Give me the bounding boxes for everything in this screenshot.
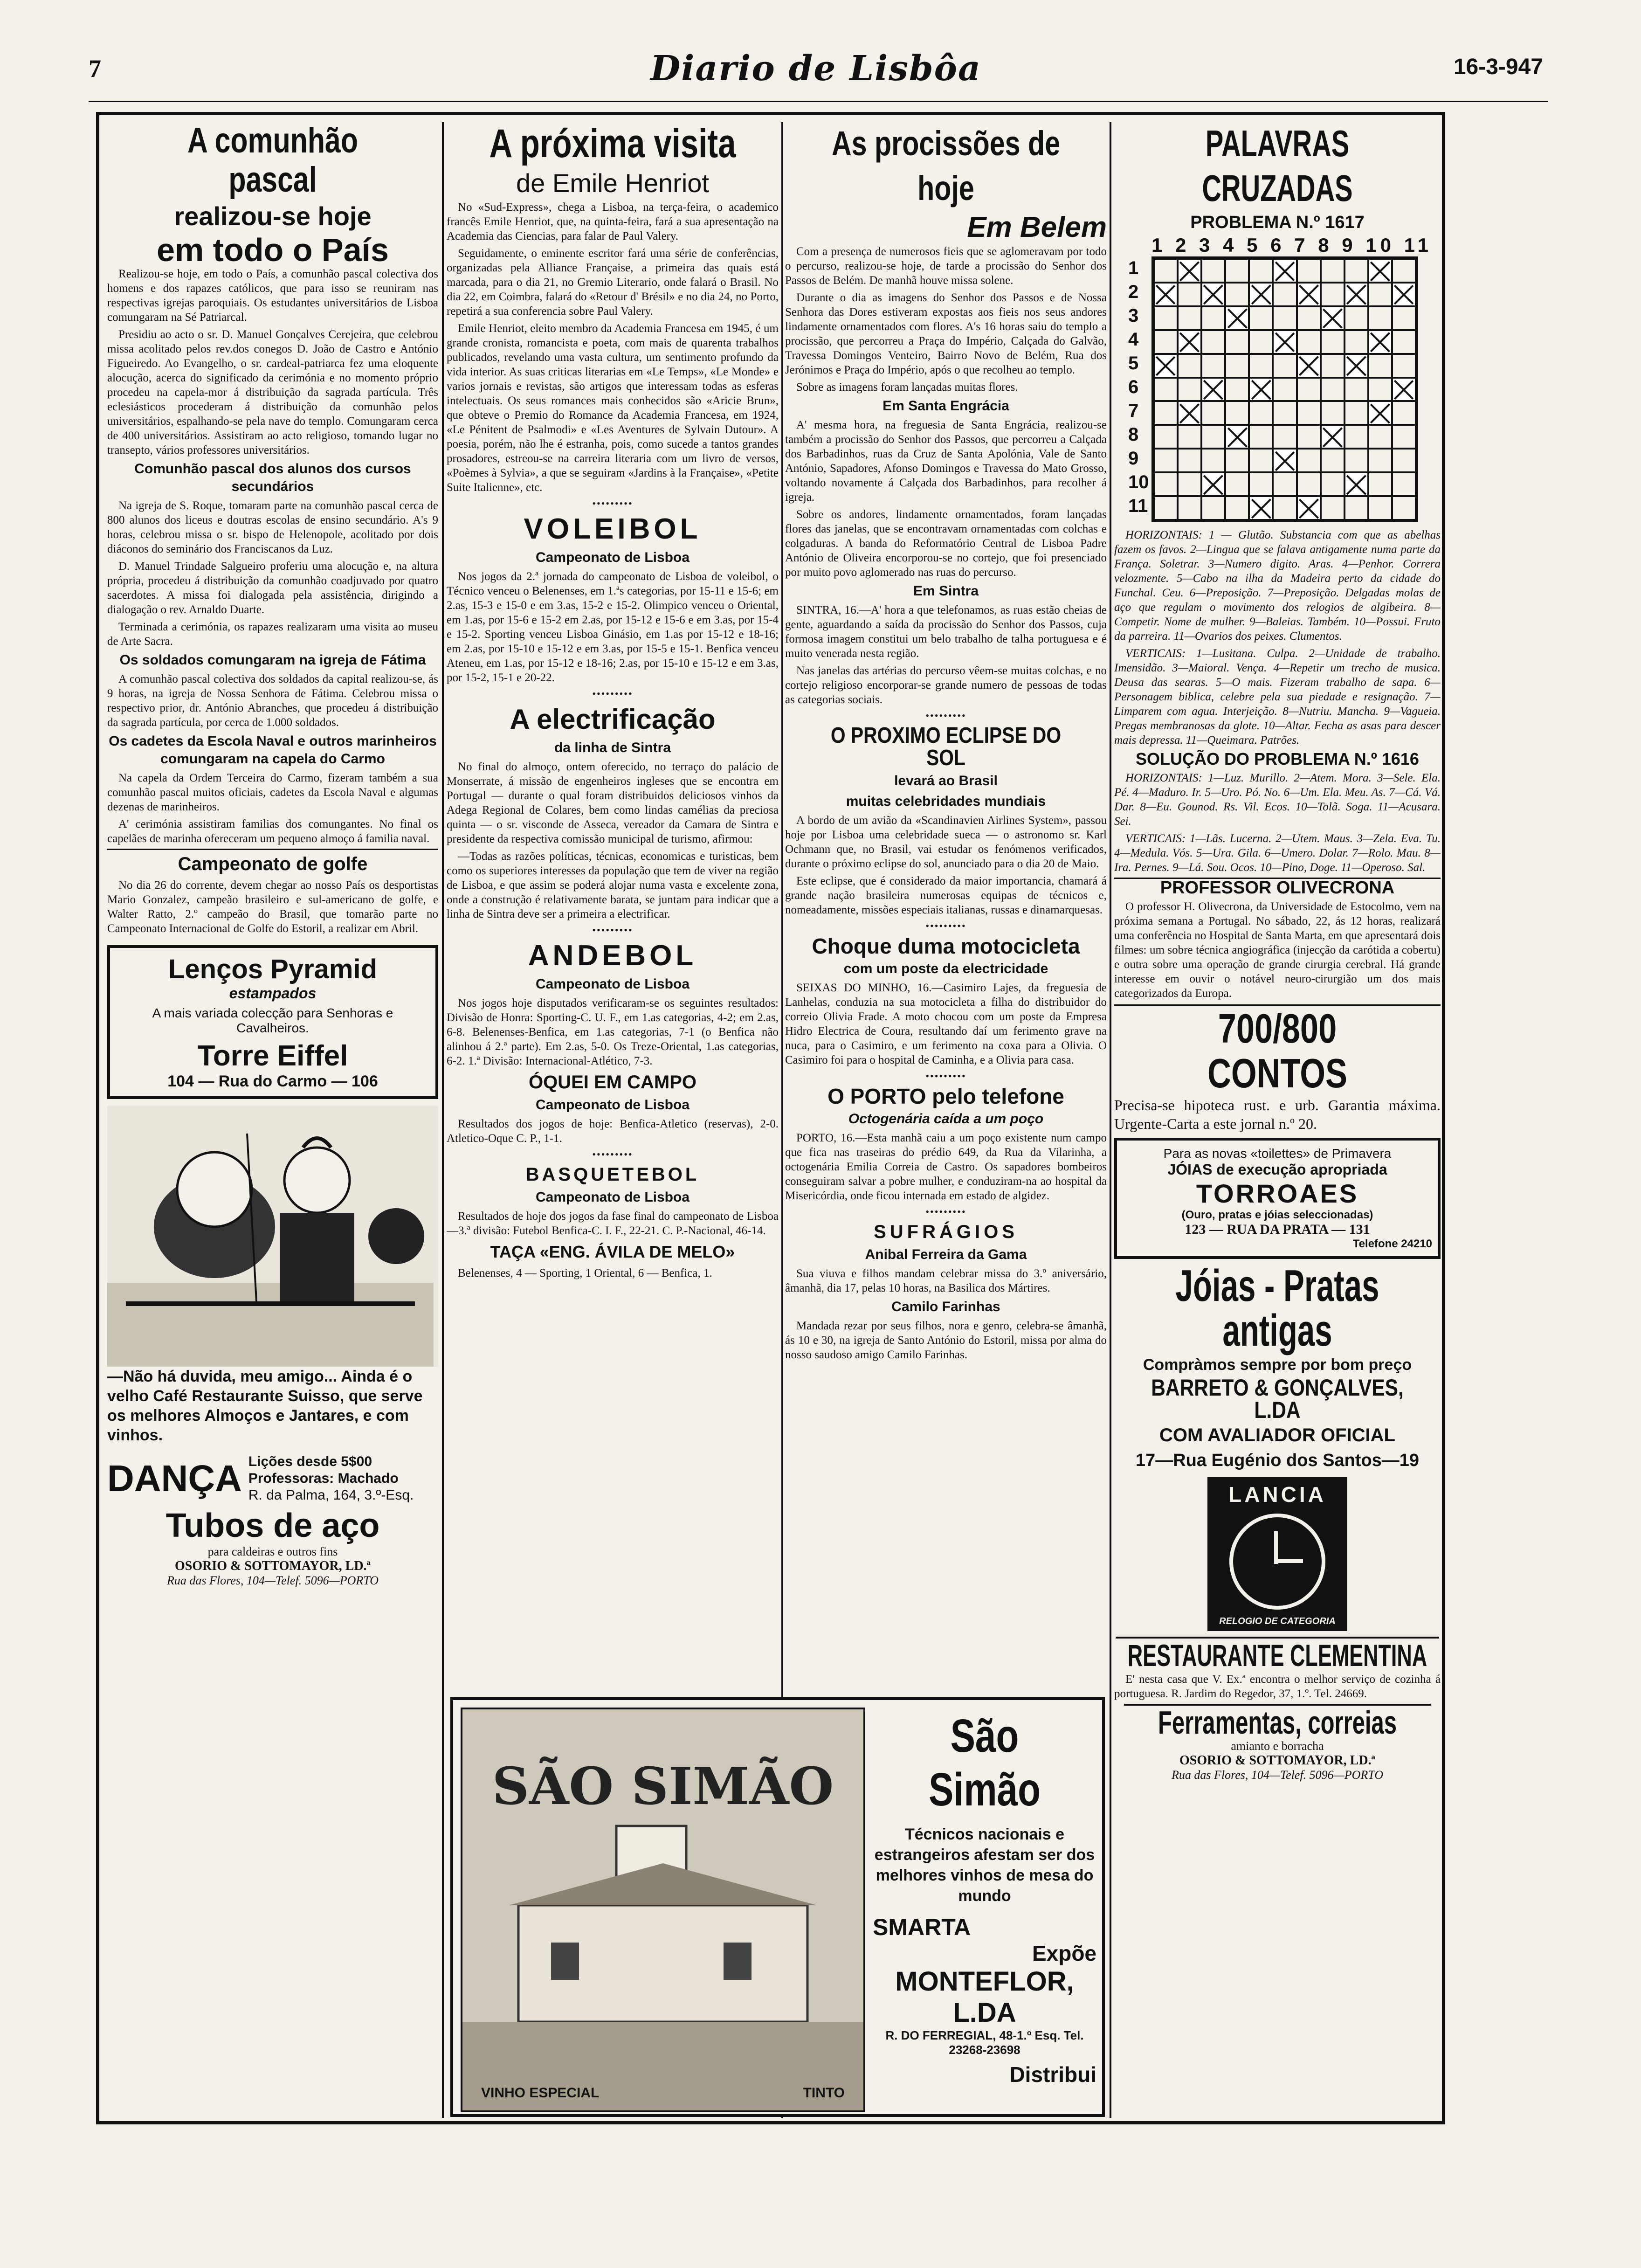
crossword-cell (1368, 283, 1392, 306)
ad-subtitle: estampados (229, 985, 317, 1002)
crossword-grid (1151, 256, 1418, 522)
crossword-cell (1154, 306, 1178, 330)
article-paragraph: Sua viuva e filhos mandam celebrar missa do 3.º aniversário, âmanhã, dia 17, pelas 10 horas, na Basilica dos Mártires. (785, 1267, 1107, 1294)
ad-address: 17—Rua Eugénio dos Santos—19 (1135, 1451, 1420, 1470)
subheading: Octogenária caída a um poço (848, 1111, 1044, 1127)
article-paragraph: No «Sud-Express», chega a Lisboa, na terça-feira, o academico francês Emile Henriot, que, na quinta-feira, fará a sua apresentação na Academia das Ciencias, para falar de Paul Valery. (447, 201, 779, 242)
crossword-cell (1225, 306, 1249, 330)
ad-text: A mais variada colecção para Senhoras e Cavalheiros. (152, 1006, 393, 1035)
subheading: da linha de Sintra (554, 740, 671, 755)
crossword-cell (1178, 449, 1201, 472)
subheading: Campeonato de Lisboa (535, 976, 690, 992)
ad-body: Precisa-se hipoteca rust. e urb. Garantia máxima. Urgente-Carta a este jornal n.º 20. (1114, 1097, 1441, 1132)
crossword-cell (1368, 401, 1392, 425)
section-heading: PROFESSOR OLIVECRONA (1114, 878, 1441, 897)
article-paragraph: Nos jogos hoje disputados verificaram-se os seguintes resultados: Divisão de Honra: Sporting-C. U. F., em 1.as categorias, 4-2; em 2.as, 6-8. Belenenses-Benfica, em 1.as categorias, 7-1 (o Benfica não alinhou á 2.ª parte). Em 2.as, 5-0. Os Treze-Oriental, 1.as categorias, 6-2. 1.ª Divisão: Internacional-Atlético, 7-3. (447, 997, 779, 1067)
ad-line: Distribui (1009, 2062, 1096, 2087)
crossword-cell (1154, 378, 1178, 401)
crossword-row-number: 9 (1128, 448, 1139, 469)
crossword-cell (1273, 401, 1296, 425)
crossword-cell (1297, 330, 1321, 354)
crossword-cell (1392, 378, 1416, 401)
article-paragraph: SEIXAS DO MINHO, 16.—Casimiro Lajes, da freguesia de Lanhelas, conduzia na sua motocicleta a filha do distribuidor do correio Olivia Frade. A moto chocou com um poste da Empresa Hidro Electrica de Coura, resultando daí um ferimento grave na nuca, para o Casimiro, e um ferimento na coxa para a Olivia. O Casimiro foi para o hospital de Caminha, e a Olivia para casa. (785, 982, 1107, 1066)
crossword-row-number: 6 (1128, 377, 1139, 397)
crossword-cell (1321, 425, 1345, 449)
crossword-cell (1178, 472, 1201, 496)
crossword-cell (1154, 354, 1178, 378)
ad-body: Técnicos nacionais e estrangeiros afestam ser dos melhores vinhos de mesa do mundo (874, 1825, 1095, 1905)
ad-brand: SMARTA (873, 1914, 971, 1940)
crossword-cell (1178, 306, 1201, 330)
crossword-cell (1345, 401, 1368, 425)
crossword-cell (1321, 472, 1345, 496)
clock-icon (1229, 1514, 1325, 1610)
crossword-cell (1368, 496, 1392, 520)
crossword-cell (1154, 283, 1178, 306)
ad-line: (Ouro, pratas e jóias seleccionadas) (1181, 1209, 1373, 1221)
ad-address: 104 — Rua do Carmo — 106 (167, 1072, 378, 1090)
crossword-cell (1225, 378, 1249, 401)
article-paragraph: A' mesma hora, na freguesia de Santa Engrácia, realizou-se também a procissão do Senhor dos Passos, que percorreu a Calçada dos Barbadinhos, ruas da Cruz de Santa Apolónia, Vale de Santo António, Sapadores, Afonso Domingos e Travessa do Mato Grosso, voltando novamente á Calçada dos Barbadinhos, para recolher á igreja. (785, 419, 1107, 504)
article-paragraph: Nas janelas das artérias do percurso vêem-se muitas colchas, e no cortejo religioso encorporar-se grande numero de pessoas de todas as categorias sociais. (785, 664, 1107, 706)
ad-line: Professoras: Machado (248, 1471, 399, 1486)
subheading: muitas celebridades mundiais (846, 794, 1046, 809)
ad-line: Compràmos sempre por bom preço (1143, 1356, 1412, 1374)
ad-address: 123 — RUA DA PRATA — 131 (1185, 1222, 1370, 1237)
crossword-cell (1273, 306, 1296, 330)
crossword-cell (1201, 496, 1225, 520)
headline-line3: em todo o País (157, 232, 389, 268)
crossword-cell (1345, 425, 1368, 449)
solution-vertical: VERTICAIS: 1—Lãs. Lucerna. 2—Utem. Maus. 3—Zela. Eva. Tu. 4—Medula. Vós. 5—Ura. Gila. 6—Umero. Dolar. 7—Rolo. Mau. 8—Ira. Pernes. 9—Lá. Sou. Ocos. 10—Pino, Doge. 11—Operoso. Sal. (1114, 832, 1441, 874)
crossword-cell (1273, 259, 1296, 283)
crossword-cell (1249, 330, 1273, 354)
clues-horizontal: HORIZONTAIS: 1 — Glutão. Substancia com que as abelhas fazem os favos. 2—Lingua que se falava antigamente numa parte da França. Soletrar. 3—Numero digito. Aras. 4—Penhor. Correra velozmente. 5—Cabo na ilha da Madeira perto da cidade do Funchal. Ceu. 6—Preposição. 7—Preposição. Delgadas molas de aço que regulam o movimento dos relogios de algibeira. 8—Competir. Nome de mulher. 9—Baleias. Também. 10—Possui. Fruto da parreira. 11—Ovarios dos peixes. Clumentos. (1114, 529, 1441, 643)
crossword-cell (1321, 283, 1345, 306)
crossword-cell (1297, 259, 1321, 283)
crossword-cell (1392, 496, 1416, 520)
column-1 (107, 121, 438, 2122)
ad-title: Tubos de aço (165, 1507, 380, 1544)
crossword-cell (1321, 496, 1345, 520)
crossword-cell (1345, 449, 1368, 472)
article-paragraph: —Todas as razões políticas, técnicas, economicas e turisticas, bem como os superiores interesses da população que tem de viver na região de Lisboa, e que assim se poderá alojar numa vasta e excelente zona, onde a construção é relativamente barata, se juntam para indicar que a linha de Sintra deve ser a primeira a electrificar. (447, 850, 779, 920)
article-paragraph: Nos jogos da 2.ª jornada do campeonato de Lisboa de voleibol, o Técnico venceu o Belenenses, em 1.ªs categorias, por 15-11 e 15-6; em 2.as, 15-3 e 15-0 e em 3.as, 15-2 e 15-2. Olimpico venceu o Oriental, em 1.as, por 15-6 e 15-2 em 2.as, por 15-12 e 15-6 e em 3.as, por 15-4 e 15-2. Sporting venceu Lisboa Ginásio, em 1.as por 15-12 e 18-16; em 2.as, por 15-10 e 15-12 e em 3.as, por 15-5 e 15-1. Benfica venceu Ateneu, em 1.as, por 15-12 e 18-16; 2.as, por 15-10 e 15-12 e em 3.as, por 15-2, 15-1 e 20-22. (447, 570, 779, 684)
separator: ••••••••• (592, 498, 633, 509)
crossword-cell (1178, 401, 1201, 425)
crossword-cell (1392, 306, 1416, 330)
ad-company: BARRETO & GONÇALVES, L.DA (1151, 1375, 1404, 1423)
subheading: Campeonato de Lisboa (535, 1097, 690, 1113)
subheading: Em Santa Engrácia (883, 398, 1009, 414)
crossword-row-numbers (1128, 256, 1147, 518)
ad-line: amianto e borracha (1231, 1739, 1324, 1753)
ad-tubos (107, 1507, 438, 1588)
page-number: 7 (89, 55, 101, 83)
cafe-illustration (107, 1106, 438, 1367)
subheading: com um poste da electricidade (843, 961, 1048, 976)
ad-line: RELOGIO DE CATEGORIA (1219, 1616, 1336, 1626)
column-rule (1110, 122, 1111, 2118)
headline-line2: realizou-se hoje (174, 201, 372, 231)
crossword-cell (1297, 425, 1321, 449)
crossword-cell (1201, 259, 1225, 283)
article-paragraph: Resultados de hoje dos jogos da fase final do campeonato de Lisboa—3.ª divisão: Futebol Benfica-C. I. F., 22-21. C. P.-Nacional, 46-14. (447, 1210, 779, 1237)
solution-heading: SOLUÇÃO DO PROBLEMA N.º 1616 (1136, 749, 1419, 768)
crossword-cell (1368, 330, 1392, 354)
article-paragraph: D. Manuel Trindade Salgueiro proferiu uma alocução e, na altura própria, procedeu á distribuição da comunhão coadjuvado por quatro sacerdotes. A missa foi dialogada pela assistência, dirigindo a dialogação o rev. Arnaldo Duarte. (107, 560, 438, 616)
ad-torroaes (1114, 1138, 1441, 1259)
crossword-cell (1225, 259, 1249, 283)
crossword-cell (1297, 306, 1321, 330)
crossword-cell (1225, 401, 1249, 425)
crossword-cell (1249, 259, 1273, 283)
section-heading: ÓQUEI EM CAMPO (528, 1072, 697, 1093)
crossword-row-number: 3 (1128, 305, 1139, 326)
ad-line: Rua das Flores, 104—Telef. 5096—PORTO (1171, 1768, 1384, 1782)
crossword-cell (1249, 449, 1273, 472)
article-paragraph: Com a presença de numerosos fieis que se aglomeravam por todo o percurso, realizou-se hoje, de tarde a procissão do Senhor dos Passos de Belém. De manhã houve missa solene. (785, 245, 1107, 287)
article-paragraph: Sobre as imagens foram lançadas muitas flores. (796, 381, 1018, 394)
separator: ••••••••• (925, 710, 966, 721)
crossword-cell (1249, 401, 1273, 425)
section-heading: VOLEIBOL (524, 513, 702, 545)
crossword-cell (1154, 425, 1178, 449)
crossword-cell (1249, 283, 1273, 306)
article-paragraph: Este eclipse, que é considerado da maior importancia, chamará á grande nação brasileira numerosas equipas de técnicos e, nomeadamente, missões especiais italianas, russas e dinamarquesas. (785, 875, 1107, 916)
crossword-cell (1368, 472, 1392, 496)
crossword-cell (1225, 354, 1249, 378)
article-paragraph: O professor H. Olivecrona, da Universidade de Estocolmo, vem na próxima semana a Portugal. No sábado, 22, ás 12 horas, realizará uma conferência no Hospital de Santa Marta, em que apresentará dois filmes: um sobre técnica angiográfica (injecção da carótida a cobertu) e outra sobre uma operação de grande cirurgia cerebral. Há grande interesse em ouvir o notável neuro-cirurgião um dos mais categorizados da Europa. (1114, 900, 1441, 1000)
crossword-cell (1249, 472, 1273, 496)
subheading: Os soldados comungaram na igreja de Fátima (119, 652, 426, 668)
crossword-cell (1345, 330, 1368, 354)
crossword-cell (1345, 306, 1368, 330)
crossword-cell (1321, 449, 1345, 472)
subheading: Campeonato de Lisboa (535, 550, 690, 565)
crossword-cell (1368, 449, 1392, 472)
ad-details (248, 1453, 414, 1504)
ad-phone: Telefone 24210 (1352, 1238, 1432, 1250)
ad-line: OSORIO & SOTTOMAYOR, LD.ª (1179, 1753, 1375, 1768)
ad-restaurant-title: RESTAURANTE CLEMENTINA (1116, 1637, 1439, 1672)
subheading: Em Sintra (913, 583, 979, 599)
crossword-row-number: 7 (1128, 401, 1139, 421)
crossword-cell (1392, 330, 1416, 354)
column-4 (1114, 121, 1441, 2122)
subheading: Campeonato de Lisboa (535, 1189, 690, 1205)
crossword-cell (1201, 283, 1225, 306)
crossword-cell (1297, 283, 1321, 306)
article-paragraph: Na capela da Ordem Terceira do Carmo, fizeram também a sua comunhão pascal muitos oficiais, cadetes da Escola Naval e algumas dezenas de marinheiros. (107, 772, 438, 813)
ad-contos (1114, 1004, 1441, 1133)
crossword-cell (1368, 306, 1392, 330)
crossword-cell (1154, 259, 1178, 283)
crossword-cell (1321, 401, 1345, 425)
article-paragraph: Belenenses, 4 — Sporting, 1 Oriental, 6 — Benfica, 1. (458, 1267, 712, 1279)
column-rule (442, 122, 444, 2118)
crossword-cell (1154, 330, 1178, 354)
section-heading: TAÇA «ENG. ÁVILA DE MELO» (490, 1242, 735, 1261)
ad-line: Expõe (1032, 1941, 1096, 1965)
crossword-cell (1225, 330, 1249, 354)
crossword-cell (1201, 378, 1225, 401)
crossword-cell (1297, 496, 1321, 520)
ad-ferramentas-title: Ferramentas, correias (1124, 1704, 1431, 1739)
subheading: Anibal Ferreira da Gama (865, 1247, 1027, 1262)
masthead (89, 45, 1543, 101)
problem-number: PROBLEMA N.º 1617 (1190, 213, 1365, 232)
crossword-cell (1249, 378, 1273, 401)
crossword-row-number: 11 (1128, 496, 1148, 516)
separator: ••••••••• (925, 1070, 966, 1082)
ad-title: 700/800 CONTOS (1207, 1005, 1347, 1096)
article-paragraph: A bordo de um avião da «Scandinavien Airlines System», passou hoje por Lisboa uma celebridade sueca — o astronomo sr. Karl Ochmann que, no Brasil, vai estudar os fenómenos verificados, durante o próximo eclipse do sol, anunciado para o dia 20 de Maio. (785, 814, 1107, 870)
crossword-cell (1297, 378, 1321, 401)
crossword-cell (1368, 425, 1392, 449)
ad-line: para caldeiras e outros fins (207, 1545, 338, 1558)
article-paragraph: PORTO, 16.—Esta manhã caiu a um poço existente num campo que fica nas traseiras do prédio 649, da Rua da Vilarinha, a octogenária Emilia Correia de Castro. Os sapadores bombeiros conseguiram salvar a pobre mulher, e conduziram-na ao hospital da Misericórdia, onde ficou internada em estado de algidez. (785, 1132, 1107, 1202)
ad-text-block (873, 1709, 1096, 2087)
crossword-cell (1321, 378, 1345, 401)
article-paragraph: Sobre os andores, lindamente ornamentados, foram lançadas flores das janelas, que se encontravam ornamentadas com colchas e colgaduras. A banda do Reformatório Central de Lisboa Padre António de Oliveira encorporou-se no cortejo, que foi presenciado por muito povo aglomerado nas ruas do percurso. (785, 508, 1107, 579)
crossword-cell (1178, 354, 1201, 378)
cafe-caption: —Não há duvida, meu amigo... Ainda é o velho Café Restaurante Suisso, que serve os melhores Almoços e Jantares, e com vinhos. (107, 1368, 423, 1444)
crossword-cell (1154, 496, 1178, 520)
crossword-cell (1345, 354, 1368, 378)
crossword-cell (1273, 496, 1296, 520)
crossword-cell (1201, 354, 1225, 378)
crossword-cell (1201, 401, 1225, 425)
crossword-cell (1345, 496, 1368, 520)
article-paragraph: A comunhão pascal colectiva dos soldados da capital realizou-se, ás 9 horas, na igreja de Nossa Senhora de Fátima. Celebrou missa o respectivo prior, dr. António Abranches, que procedeu á distribuição da sagrada partícula, por cerca de 1.000 soldados. (107, 673, 438, 729)
crossword-cell (1201, 449, 1225, 472)
crossword-cell (1225, 283, 1249, 306)
ad-title: DANÇA (107, 1458, 242, 1499)
crossword-cell (1345, 283, 1368, 306)
crossword-cell (1345, 472, 1368, 496)
crossword-cell (1201, 306, 1225, 330)
crossword-cell (1321, 259, 1345, 283)
article-paragraph: A' cerimónia assistiram familias dos comungantes. No final os capelães de marinha ofereceram um pequeno almoço á familia naval. (107, 818, 438, 845)
crossword-cell (1345, 259, 1368, 283)
headline: A comunhão pascal (187, 121, 358, 200)
ad-lancia (1207, 1477, 1347, 1631)
headline: A próxima visita (489, 121, 736, 166)
article-paragraph: Realizou-se hoje, em todo o País, a comunhão pascal colectiva dos homens e dos rapazes católicos, que para isso se reuniram nas respectivas igrejas paroquiais. Os estudantes universitários de Lisboa comungaram na Sé Patriarcal. (107, 268, 438, 324)
article-paragraph: Emile Henriot, eleito membro da Academia Francesa em 1945, é um grande cronista, romancista e poeta, com mais de quarenta trabalhos publicados, revelando uma vasta cultura, um sentimento profundo da vida interior. As suas criticas literarias em «Le Temps», «Le Monde» e varios jornais e revistas, são artigos que interessam todas as esferas intelectuais. Os seus romances mais conhecidos são «Aricie Brun», que obteve o Premio do Romance da Academia Francesa, em 1924, «Le Pénitent de Psalmodi» e «Les Aventures de Sylvain Dutour». A poesia, porém, não lhe é estranha, pois, como sucede a tantos grandes prosadores, estreou-se na carreira literaria com um livro de versos, «Poèmes à Sylvia», a que se seguiram «Jardins à la Française», «Petite Suite Italienne», etc. (447, 322, 779, 494)
crossword-cell (1201, 330, 1225, 354)
column-3 (785, 121, 1107, 1693)
headline-line2: Em Belem (967, 211, 1107, 243)
crossword-cell (1201, 472, 1225, 496)
section-heading: SUFRÁGIOS (874, 1222, 1018, 1242)
crossword-cell (1273, 354, 1296, 378)
crossword-row-number: 5 (1128, 353, 1139, 373)
crossword-row-number: 4 (1128, 329, 1139, 350)
ad-address: R. DO FERREGIAL, 48-1.º Esq. Tel. 23268-23698 (885, 2028, 1084, 2057)
ad-joias-title: Jóias - Pratas antigas (1175, 1261, 1379, 1355)
article-paragraph: Terminada a cerimónia, os rapazes realizaram uma visita ao museu de Arte Sacra. (107, 621, 438, 648)
ad-title: Lenços Pyramid (168, 954, 378, 984)
crossword-cell (1368, 378, 1392, 401)
crossword-cell (1297, 354, 1321, 378)
subheading: Os cadetes da Escola Naval e outros marinheiros comungaram na capela do Carmo (109, 733, 437, 767)
crossword-cell (1178, 496, 1201, 520)
crossword-cell (1321, 354, 1345, 378)
ad-body: E' nesta casa que V. Ex.ª encontra o melhor serviço de cozinha á portuguesa. R. Jardim do Regedor, 37, 1.º. Tel. 24669. (1114, 1673, 1441, 1700)
crossword-cell (1154, 472, 1178, 496)
crossword-cell (1178, 425, 1201, 449)
ad-line: Para as novas «toilettes» de Primavera (1163, 1146, 1392, 1161)
issue-date: 16-3-947 (1453, 55, 1543, 79)
crossword-cell (1178, 259, 1201, 283)
crossword-cell (1225, 425, 1249, 449)
crossword-cell (1178, 283, 1201, 306)
crossword-cell (1154, 401, 1178, 425)
section-heading: Choque duma motocicleta (812, 934, 1080, 958)
crossword-cell (1225, 449, 1249, 472)
subheading: Comunhão pascal dos alunos dos cursos secundários (134, 461, 411, 494)
crossword-cell (1392, 354, 1416, 378)
crossword-column-numbers: 1 2 3 4 5 6 7 8 9 10 11 (1151, 234, 1433, 256)
crossword-heading: PALAVRAS CRUZADAS (1202, 123, 1353, 209)
ad-title: São Simão (928, 1710, 1041, 1816)
article-paragraph: No final do almoço, ontem oferecido, no terraço do palácio de Monserrate, á missão de engenheiros ingleses que se encontra em Portugal — durante o qual foram distribuidos deliciosos vinhos da Adega Regional de Colares, bem como lindas camélias da preciosa quinta — o sr. visconde de Asseca, vereador da Camara de Sintra e presidente da respectiva comissão municipal de turismo, afirmou: (447, 761, 779, 845)
column-2 (447, 121, 779, 1693)
crossword (1114, 256, 1441, 522)
crossword-cell (1249, 354, 1273, 378)
ad-line: OSORIO & SOTTOMAYOR, LD.ª (175, 1559, 371, 1573)
article-paragraph: Presidiu ao acto o sr. D. Manuel Gonçalves Cerejeira, que celebrou missa acolitado pelos rev.dos conegos D. João de Castro e António Figueiredo. Ao Evangelho, o sr. cardeal-patriarca fez uma eloquente alocução, acerca do significado da cerimónia e no momento próprio procedeu na capela-mor á distribuição da sagrada partícula. Três eclesiásticos procederam á distribuição da comunhão pelos universitários, espalhando-se pela nave do templo. Comungaram cerca de 400 universitários. Assistiram ao acto religioso, tomando lugar no transepto, vários professores universitários. (107, 328, 438, 456)
crossword-cell (1273, 283, 1296, 306)
separator: ••••••••• (925, 1206, 966, 1217)
crossword-cell (1273, 449, 1296, 472)
article-paragraph: SINTRA, 16.—A' hora a que telefonamos, as ruas estão cheias de gente, aguardando a saída da procissão do Senhor dos Passos, cuja formosa imagem constitui um belo trabalho de talha portuguesa e é muito venerada nesta região. (785, 604, 1107, 660)
crossword-cell (1392, 259, 1416, 283)
article-paragraph: Na igreja de S. Roque, tomaram parte na comunhão pascal cerca de 800 alunos dos liceus e doutras escolas de ensino secundário. A's 9 horas, celebrou missa o sr. bispo de Helenopole, acolitado por dois diáconos do seminário dos Franciscanos da Luz. (107, 499, 438, 555)
ad-shop-name: Torre Eiffel (197, 1040, 348, 1072)
crossword-cell (1273, 472, 1296, 496)
golf-heading: Campeonato de golfe (107, 849, 438, 875)
ad-company: MONTEFLOR, L.DA (895, 1966, 1074, 2028)
separator: ••••••••• (592, 1148, 633, 1160)
crossword-cell (1368, 259, 1392, 283)
clues-vertical: VERTICAIS: 1—Lusitana. Culpa. 2—Unidade de trabalho. Imensidão. 3—Maioral. Vença. 4—Repetir um trecho de musica. Deusa das searas. 5—O mais. Fizeram trabalho de sapa. 6—Personagem biblica, celebre pela sua piedade e resignação. 7—Limparem com agua. Interjeição. 8—Nutriu. Mancha. 9—Vagueia. Pregas membranosas da glote. 10—Altar. Fecha as asas para descer mais depressa. 11—Queimara. Patrões. (1114, 647, 1441, 747)
newspaper-name: Diario de Lisbôa (650, 48, 981, 89)
crossword-cell (1273, 425, 1296, 449)
crossword-cell (1249, 425, 1273, 449)
crossword-cell (1392, 283, 1416, 306)
separator: ••••••••• (592, 688, 633, 699)
section-heading: O PROXIMO ECLIPSE DO SOL (830, 723, 1062, 770)
headline-line2: de Emile Henriot (516, 168, 709, 198)
photo-label: VINHO ESPECIAL (481, 2085, 600, 2101)
sao-simao-photo (461, 1708, 865, 2112)
crossword-row-number: 2 (1128, 282, 1139, 302)
section-heading: ANDEBOL (528, 940, 697, 972)
crossword-cell (1225, 496, 1249, 520)
masthead-rule (89, 101, 1548, 102)
subheading: Camilo Farinhas (891, 1299, 1000, 1314)
crossword-cell (1154, 449, 1178, 472)
ad-line: Rua das Flores, 104—Telef. 5096—PORTO (166, 1574, 379, 1587)
crossword-cell (1368, 354, 1392, 378)
crossword-cell (1273, 330, 1296, 354)
crossword-cell (1297, 449, 1321, 472)
ad-lencos (107, 945, 438, 1099)
ad-line: Lições desde 5$00 (248, 1454, 372, 1469)
subheading: levará ao Brasil (894, 773, 998, 788)
ad-line: JÓIAS de execução apropriada (1167, 1161, 1387, 1178)
crossword-cell (1297, 472, 1321, 496)
crossword-cell (1297, 401, 1321, 425)
solution-horizontal: HORIZONTAIS: 1—Luz. Murillo. 2—Atem. Mora. 3—Sele. Ela. Pé. 4—Maduro. Ir. 5—Uro. Pó. No. 6—Um. Ela. Meu. As. 7—Cá. Vá. Dar. 8—Eu. Gounod. Rs. Vil. Ecos. 10—Tolã. Soga. 11—Acusara. Sei. (1114, 772, 1441, 828)
section-heading: O PORTO pelo telefone (827, 1084, 1064, 1108)
diners-illustration-icon (107, 1106, 434, 1367)
crossword-cell (1249, 496, 1273, 520)
crossword-cell (1225, 472, 1249, 496)
headline: As procissões de hoje (831, 124, 1061, 207)
crossword-cell (1321, 306, 1345, 330)
ad-line: R. da Palma, 164, 3.º-Esq. (248, 1487, 414, 1503)
crossword-cell (1392, 401, 1416, 425)
crossword-row-number: 1 (1128, 258, 1139, 278)
ad-sao-simao (450, 1697, 1105, 2117)
crossword-cell (1273, 378, 1296, 401)
crossword-cell (1345, 378, 1368, 401)
golf-paragraph: No dia 26 do corrente, devem chegar ao nosso País os desportistas Mario Gonzalez, campeão brasileiro e sul-americano de golfe, e Walter Ratto, 2.º campeão do Brasil, que tomarão parte no Campeonato Internacional de Golfe do Estoril, a realizar em Abril. (107, 879, 438, 935)
article-paragraph: Resultados dos jogos de hoje: Benfica-Atletico (reservas), 2-0. Atletico-Oque C. P., 1-1. (447, 1118, 779, 1145)
ad-brand: LANCIA (1228, 1482, 1326, 1507)
article-paragraph: Seguidamente, o eminente escritor fará uma série de conferências, organizadas pela Alliance Française, a primeira das quais está marcada, para o dia 21, no Gremio Literario, onde falará o Brasil. No dia 22, em Coimbra, falará do «Retour d' Brésil» e no dia 24, no Porto, repetirá a sua conferencia sobre Paul Valery. (447, 247, 779, 318)
crossword-row-number: 10 (1128, 472, 1149, 492)
photo-title: SÃO SIMÃO (492, 1756, 834, 1816)
separator: ••••••••• (592, 924, 633, 936)
article-paragraph: Mandada rezar por seus filhos, nora e genro, celebra-se âmanhã, ás 10 e 30, na igreja de Santo António do Estoril, missa por alma do nosso saudoso amigo Camilo Farinhas. (785, 1320, 1107, 1361)
crossword-cell (1392, 425, 1416, 449)
article-paragraph: Durante o dia as imagens do Senhor dos Passos e de Nossa Senhora das Dores estiveram expostas aos fieis nos seus andores lindamente ornamentados com flores. A's 16 horas saiu do templo a procissão, que percorreu a Praça do Império, Calçada do Galvão, Travessa Domingos Venteiro, Bairro Novo de Belém, Rua dos Jerónimos e Praça do Império, após o que recolheu ao templo. (785, 291, 1107, 376)
ad-danca (107, 1453, 438, 1504)
ad-line: COM AVALIADOR OFICIAL (1159, 1425, 1395, 1445)
crossword-cell (1392, 472, 1416, 496)
section-heading: A electrificação (510, 704, 716, 735)
crossword-cell (1249, 306, 1273, 330)
crossword-cell (1178, 330, 1201, 354)
crossword-cell (1392, 449, 1416, 472)
section-heading: BASQUETEBOL (525, 1164, 700, 1185)
crossword-cell (1201, 425, 1225, 449)
ad-brand: TORROAES (1196, 1179, 1359, 1208)
crossword-cell (1321, 330, 1345, 354)
crossword-row-number: 8 (1128, 424, 1139, 445)
separator: ••••••••• (925, 920, 966, 932)
photo-label: TINTO (803, 2085, 845, 2101)
crossword-cell (1178, 378, 1201, 401)
